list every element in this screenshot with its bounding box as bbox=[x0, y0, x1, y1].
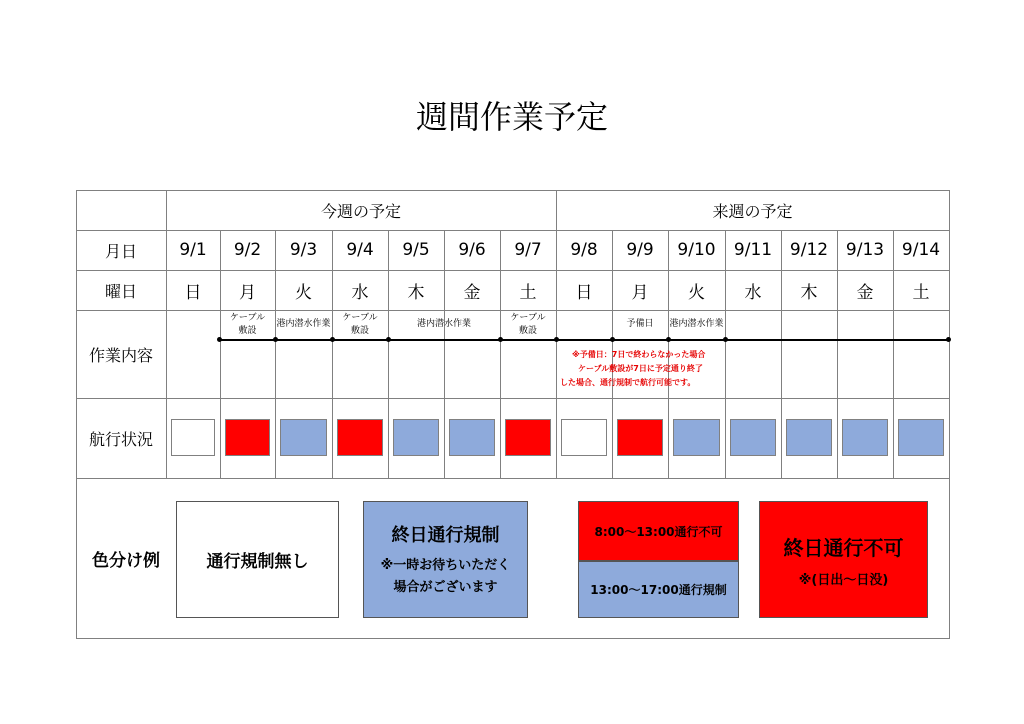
timeline-marker bbox=[386, 337, 391, 342]
reserve-note-line: ※予備日：7日で終わらなかった場合 bbox=[572, 350, 706, 359]
legend-all-day-closed bbox=[759, 501, 928, 618]
status-box-open bbox=[561, 419, 607, 456]
reserve-note-line: した場合、通行規制で航行可能です。 bbox=[560, 378, 696, 387]
legend-all-day-restriction bbox=[363, 501, 528, 618]
status-box-restricted bbox=[673, 419, 720, 456]
legend-partial-closed bbox=[578, 501, 739, 561]
legend-label: 通行規制無し bbox=[206, 552, 309, 572]
legend-sub-label: ※(日出～日没) bbox=[798, 572, 889, 588]
status-box-closed bbox=[505, 419, 551, 456]
weekday-cell: 日 bbox=[184, 282, 202, 303]
date-cell: 9/9 bbox=[626, 240, 654, 260]
work-item-cable bbox=[220, 310, 275, 340]
legend-sub-label: 場合がございます bbox=[393, 579, 498, 595]
this-week-header: 今週の予定 bbox=[320, 201, 401, 221]
work-item-label: ケーブル 敷設 bbox=[510, 313, 546, 336]
date-cell: 9/14 bbox=[901, 240, 941, 260]
weekday-cell: 金 bbox=[856, 282, 874, 303]
date-cell: 9/12 bbox=[789, 240, 829, 260]
work-item-dive bbox=[275, 312, 332, 336]
date-cell: 9/8 bbox=[570, 240, 598, 260]
date-cell: 9/7 bbox=[514, 240, 542, 260]
status-box-restricted bbox=[786, 419, 832, 456]
row-label-date: 月日 bbox=[104, 241, 137, 261]
work-item-dive bbox=[668, 312, 725, 336]
grid-line bbox=[949, 190, 950, 639]
timeline-marker bbox=[666, 337, 671, 342]
weekday-cell: 土 bbox=[912, 282, 930, 303]
weekday-cell: 日 bbox=[575, 282, 593, 303]
work-item-label: 予備日 bbox=[626, 318, 654, 329]
work-item-label: ケーブル 敷設 bbox=[229, 313, 266, 336]
date-cell: 9/1 bbox=[179, 240, 207, 260]
status-box-restricted bbox=[730, 419, 776, 456]
grid-line bbox=[76, 478, 950, 479]
date-cell: 9/4 bbox=[346, 240, 374, 260]
work-item-reserve bbox=[612, 312, 668, 336]
weekday-cell: 木 bbox=[800, 282, 818, 303]
weekday-cell: 土 bbox=[519, 282, 537, 303]
date-cell: 9/5 bbox=[402, 240, 430, 260]
legend-label: 終日通行規制 bbox=[391, 524, 500, 546]
legend-no-restriction bbox=[176, 501, 339, 618]
status-box-open bbox=[171, 419, 215, 456]
weekday-cell: 月 bbox=[631, 282, 649, 303]
work-item-dive bbox=[388, 312, 500, 336]
date-cell: 9/13 bbox=[845, 240, 885, 260]
work-item-label: 港内潜水作業 bbox=[669, 318, 724, 329]
timeline-marker bbox=[217, 337, 222, 342]
timeline-marker bbox=[723, 337, 728, 342]
next-week-header: 来週の予定 bbox=[712, 201, 793, 221]
timeline-marker bbox=[554, 337, 559, 342]
date-cell: 9/11 bbox=[733, 240, 773, 260]
date-cell: 9/2 bbox=[233, 240, 262, 260]
timeline-marker bbox=[946, 337, 951, 342]
status-box-restricted bbox=[280, 419, 327, 456]
legend-label: 8:00～13:00通行不可 bbox=[594, 524, 723, 539]
work-item-cable bbox=[500, 310, 556, 340]
status-box-closed bbox=[337, 419, 383, 456]
date-cell: 9/3 bbox=[289, 240, 318, 260]
weekday-cell: 火 bbox=[688, 282, 705, 303]
legend-sub-label: ※一時お待ちいただく bbox=[380, 557, 511, 573]
row-label-weekday: 曜日 bbox=[104, 281, 137, 301]
status-box-closed bbox=[617, 419, 663, 456]
legend-partial-restricted bbox=[578, 561, 739, 618]
timeline-marker bbox=[498, 337, 503, 342]
weekday-cell: 水 bbox=[744, 282, 762, 303]
work-item-cable bbox=[332, 310, 388, 340]
weekday-cell: 金 bbox=[463, 282, 481, 303]
weekday-cell: 水 bbox=[351, 282, 369, 303]
reserve-note-line: ケーブル敷設が7日に予定通り終了 bbox=[578, 364, 703, 373]
status-box-restricted bbox=[449, 419, 495, 456]
weekday-cell: 火 bbox=[295, 282, 312, 303]
status-box-restricted bbox=[393, 419, 439, 456]
weekday-cell: 月 bbox=[239, 282, 256, 303]
page-title: 週間作業予定 bbox=[415, 98, 608, 136]
weekday-cell: 木 bbox=[407, 282, 425, 303]
status-box-restricted bbox=[842, 419, 888, 456]
date-cell: 9/10 bbox=[677, 240, 716, 260]
row-label-status: 航行状況 bbox=[88, 429, 153, 449]
status-box-closed bbox=[225, 419, 270, 456]
row-label-work: 作業内容 bbox=[88, 345, 153, 365]
timeline-marker bbox=[610, 337, 615, 342]
timeline-marker bbox=[273, 337, 278, 342]
status-box-restricted bbox=[898, 419, 944, 456]
legend-label: 13:00～17:00通行規制 bbox=[590, 583, 727, 597]
work-item-label: 港内潜水作業 bbox=[276, 318, 331, 329]
timeline-line bbox=[219, 339, 949, 341]
grid-line bbox=[76, 398, 950, 399]
timeline-marker bbox=[330, 337, 335, 342]
row-label-legend: 色分け例 bbox=[92, 550, 160, 571]
legend-label: 終日通行不可 bbox=[783, 535, 904, 560]
grid-line bbox=[76, 638, 950, 639]
work-item-label: ケーブル 敷設 bbox=[342, 313, 378, 336]
date-cell: 9/6 bbox=[458, 240, 486, 260]
work-item-label: 港内潜水作業 bbox=[416, 318, 471, 329]
